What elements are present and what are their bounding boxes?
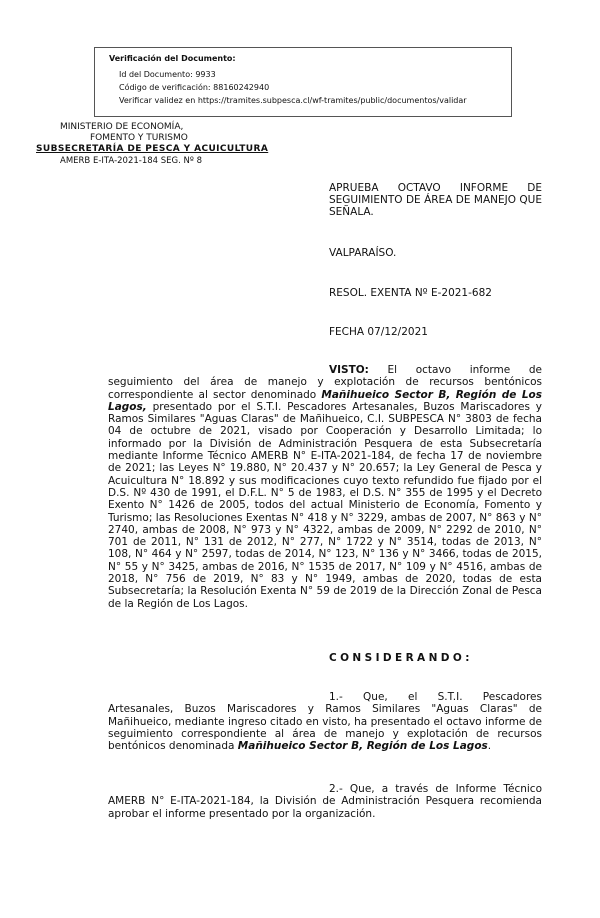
subsecretaria-name: SUBSECRETARÍA DE PESCA Y ACUICULTURA — [36, 144, 269, 154]
p2-number: 2.- Que, a través de Informe Técnico — [329, 783, 542, 795]
considerando-paragraph-2 — [108, 783, 542, 820]
visto-label: VISTO: — [329, 364, 369, 376]
resolution-number: RESOL. EXENTA Nº E-2021-682 — [329, 287, 492, 299]
resolution-title: APRUEBA OCTAVO INFORME DE SEGUIMIENTO DE ÁREA DE MANEJO QUE SEÑALA. — [329, 182, 542, 218]
visto-area-name: Mañihueico Sector B, Región de Los Lagos, — [108, 388, 543, 413]
p2-text: AMERB N° E-ITA-2021-184, la División de Administración Pesquera recomienda aprobar el informe presentado por la organización. — [108, 795, 542, 820]
considerando-paragraph-1 — [108, 691, 542, 752]
visto-text-b: presentado por el S.T.I. Pescadores Artesanales, Buzos Mariscadores y Ramos Similares "Aguas Claras" de Mañihueico, C.I. SUBPESCA N° 3803 de fecha 04 de octubre de 2021, visado por Cooperación y Desarrollo Limitada; lo informado por la División de Administración Pesquera de esta Subsecretaría mediante Informe Técnico AMERB N° E-ITA-2021-184, de fecha 17 de noviembre de 2021; las Leyes N° 19.880, N° 20.437 y N° 20.657; la Ley General de Pesca y Acuicultura N° 18.892 y sus modificaciones cuyo texto refundido fue fijado por el D.S. Nº 430 de 1991, el D.F.L. N° 5 de 1983, el D.S. N° 355 de 1995 y el Decreto Exento N° 1426 de 2005, todos del actual Ministerio de Economía, Fomento y Turismo; las Resoluciones Exentas N° 418 y N° 3229, ambas de 2007, N° 863 y N° 2740, ambas de 2008, N° 973 y N° 4322, ambas de 2009, N° 2292 de 2010, N° 701 de 2011, N° 131 de 2012, N° 277, N° 1722 y N° 3514, todas de 2013, N° 108, N° 464 y N° 2597, todas de 2014, N° 123, N° 136 y N° 3466, todas de 2015, N° 55 y N° 3425, ambas de 2016, N° 1535 de 2017, N° 109 y N° 4516, ambas de 2018, N° 756 de 2019, N° 83 y N° 1949, ambas de 2020, todas de esta Subsecretaría; la Resolución Exenta N° 59 de 2019 de la Dirección Zonal de Pesca de la Región de Los Lagos. — [108, 400, 542, 610]
visto-text-a: El octavo informe de seguimiento del área de manejo y explotación de recursos bentónicos correspondiente al sector denominado — [108, 364, 542, 401]
document-id: ● Id del Documento: 9933 — [119, 68, 511, 81]
verification-box — [94, 47, 512, 117]
considerando-heading: CONSIDERANDO: — [329, 652, 473, 664]
verification-link[interactable]: ● Verificar validez en https://tramites.subpesca.cl/wf-tramites/public/documentos/validar — [119, 94, 511, 107]
p1-text: Artesanales, Buzos Mariscadores y Ramos Similares "Aguas Claras" de Mañihueico, mediante ingreso citado en visto, ha presentado el octavo informe de seguimiento correspondiente al área de manejo y explotación de recursos bentónicos denominada — [108, 703, 542, 753]
verification-title: Verificación del Documento: — [109, 54, 236, 63]
resolution-place: VALPARAÍSO. — [329, 247, 397, 259]
document-reference: AMERB E-ITA-2021-184 SEG. Nº 8 — [60, 156, 202, 166]
verification-code: ● Código de verificación: 88160242940 — [119, 81, 511, 94]
visto-paragraph — [108, 364, 542, 610]
p1-area-name: Mañihueico Sector B, Región de Los Lagos — [237, 740, 488, 753]
ministry-name: MINISTERIO DE ECONOMÍA, — [60, 122, 184, 132]
resolution-date: FECHA 07/12/2021 — [329, 326, 428, 338]
verification-list — [109, 68, 511, 107]
p1-end: . — [487, 740, 492, 753]
ministry-name-2: FOMENTO Y TURISMO — [90, 133, 188, 143]
p1-number: 1.- Que, el S.T.I. Pescadores — [329, 691, 542, 703]
